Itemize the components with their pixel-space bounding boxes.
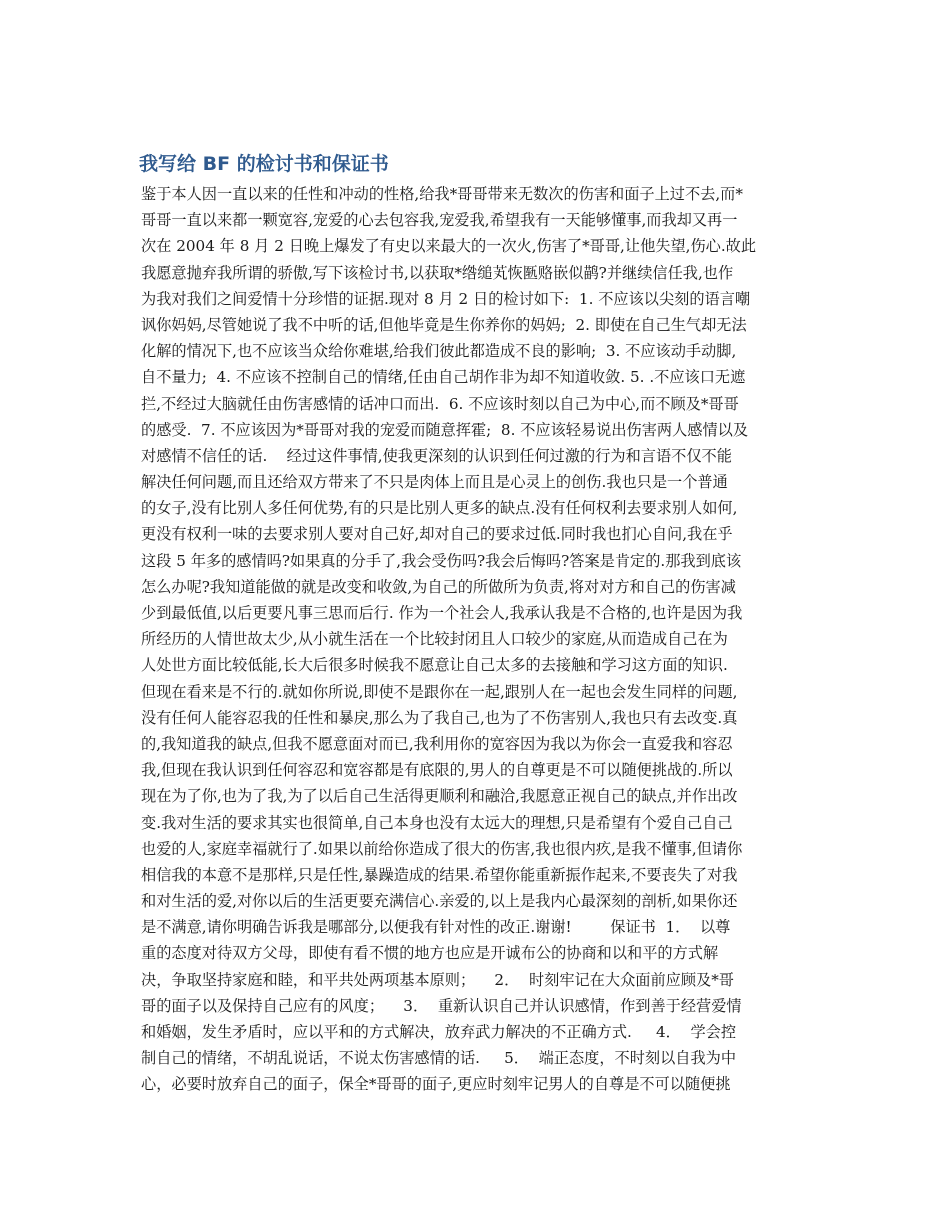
body-line: 决，争取坚持家庭和睦，和平共处两项基本原则； 2． 时刻牢记在大众面前应顾及*哥 xyxy=(141,970,734,989)
body-line: 和婚姻，发生矛盾时，应以平和的方式解决，放弃武力解决的不正确方式. 4． 学会控 xyxy=(141,1023,737,1041)
body-line: 哥的面子以及保持自己应有的风度； 3． 重新认识自己并认识感情，作到善于经营爱情 xyxy=(141,996,742,1015)
body-line: 心，必要时放弃自己的面子，保全*哥哥的面子,更应时刻牢记男人的自尊是不可以随便挑 xyxy=(141,1075,731,1094)
body-line: 人处世方面比较低能,长大后很多时候我不愿意让自己太多的去接触和学习这方面的知识. xyxy=(141,656,728,675)
body-line: 但现在看来是不行的.就如你所说,即使不是跟你在一起,跟别人在一起也会发生同样的问题, xyxy=(141,682,738,701)
body-line: 现在为了你,也为了我,为了以后自己生活得更顺利和融洽,我愿意正视自己的缺点,并作出改 xyxy=(141,787,738,806)
body-line: 我愿意抛弃我所谓的骄傲,写下该检讨书,以获取*绺缒芄恢匦赂嵌似鹋?并继续信任我,也作 xyxy=(141,263,734,282)
body-line: 这段 5 年多的感情吗?如果真的分手了,我会受伤吗?我会后悔吗?答案是肯定的.那我到底该 xyxy=(141,551,742,570)
body-line: 的感受. 7. 不应该因为*哥哥对我的宠爱而随意挥霍; 8. 不应该轻易说出伤害两人感情以及 xyxy=(141,420,749,439)
body-line: 自不量力; 4. 不应该不控制自己的情绪,任由自己胡作非为却不知道收敛. 5. .不应该口无遮 xyxy=(141,368,746,387)
body-line: 的,我知道我的缺点,但我不愿意面对而已,我利用你的宽容因为我以为你会一直爱我和容忍 xyxy=(141,734,733,753)
body-line: 化解的情况下,也不应该当众给你难堪,给我们彼此都造成不良的影响; 3. 不应该动手动脚, xyxy=(141,342,737,361)
document-body xyxy=(141,181,821,1098)
body-line: 怎么办呢?我知道能做的就是改变和收敛,为自己的所做所为负责,将对对方和自己的伤害减 xyxy=(141,577,736,596)
body-line: 讽你妈妈,尽管她说了我不中听的话,但他毕竟是生你养你的妈妈; 2. 即使在自己生气却无法 xyxy=(141,315,747,334)
body-line: 是不满意,请你明确告诉我是哪部分,以便我有针对性的改正.谢谢! 保证书 1． 以尊 xyxy=(141,918,731,937)
body-line: 更没有权利一味的去要求别人要对自己好,却对自己的要求过低.同时我也扪心自问,我在乎 xyxy=(141,525,733,544)
body-line: 也爱的人,家庭幸福就行了.如果以前给你造成了很大的伤害,我也很内疚,是我不懂事,但请你 xyxy=(141,839,743,858)
body-line: 的女子,没有比别人多任何优势,有的只是比别人更多的缺点.没有任何权利去要求别人如何, xyxy=(141,499,738,518)
body-line: 解决任何问题,而且还给双方带来了不只是肉体上而且是心灵上的创伤.我也只是一个普通 xyxy=(141,473,728,492)
document-title: 我写给 BF 的检讨书和保证书 xyxy=(139,153,389,175)
body-line: 次在 2004 年 8 月 2 日晚上爆发了有史以来最大的一次火,伤害了*哥哥,让他失望,伤心.故此 xyxy=(141,237,757,256)
body-line: 哥哥一直以来都一颗宽容,宠爱的心去包容我,宠爱我,希望我有一天能够懂事,而我却又再一 xyxy=(141,211,738,230)
body-line: 对感情不信任的话. 经过这件事情,使我更深刻的认识到任何过激的行为和言语不仅不能 xyxy=(141,446,732,465)
body-line: 鉴于本人因一直以来的任性和冲动的性格,给我*哥哥带来无数次的伤害和面子上过不去,而* xyxy=(141,185,743,203)
body-line: 少到最低值,以后更要凡事三思而后行. 作为一个社会人,我承认我是不合格的,也许是因为我 xyxy=(141,604,743,622)
body-line: 拦,不经过大脑就任由伤害感情的话冲口而出. 6. 不应该时刻以自己为中心,而不顾及*哥哥 xyxy=(141,394,739,413)
body-line: 我,但现在我认识到任何容忍和宽容都是有底限的,男人的自尊更是不可以随便挑战的.所以 xyxy=(141,761,733,780)
body-line: 所经历的人情世故太少,从小就生活在一个比较封闭且人口较少的家庭,从而造成自己在为 xyxy=(141,630,728,649)
body-line: 制自己的情绪，不胡乱说话，不说太伤害感情的话. 5． 端正态度，不时刻以自我为中 xyxy=(141,1049,737,1068)
body-line: 相信我的本意不是那样,只是任性,暴躁造成的结果.希望你能重新振作起来,不要丧失了对我 xyxy=(141,865,738,884)
body-line: 和对生活的爱,对你以后的生活更要充满信心.亲爱的,以上是我内心最深刻的剖析,如果你还 xyxy=(141,892,738,911)
body-line: 没有任何人能容忍我的任性和暴戾,那么为了我自己,也为了不伤害别人,我也只有去改变.真 xyxy=(141,708,738,727)
body-line: 变.我对生活的要求其实也很简单,自己本身也没有太远大的理想,只是希望有个爱自己自己 xyxy=(141,813,733,832)
body-line: 为我对我们之间爱情十分珍惜的证据.现对 8 月 2 日的检讨如下: 1. 不应该以尖刻的语言嘲 xyxy=(141,289,751,308)
body-line: 重的态度对待双方父母，即使有看不惯的地方也应是开诚布公的协商和以和平的方式解 xyxy=(141,944,719,963)
